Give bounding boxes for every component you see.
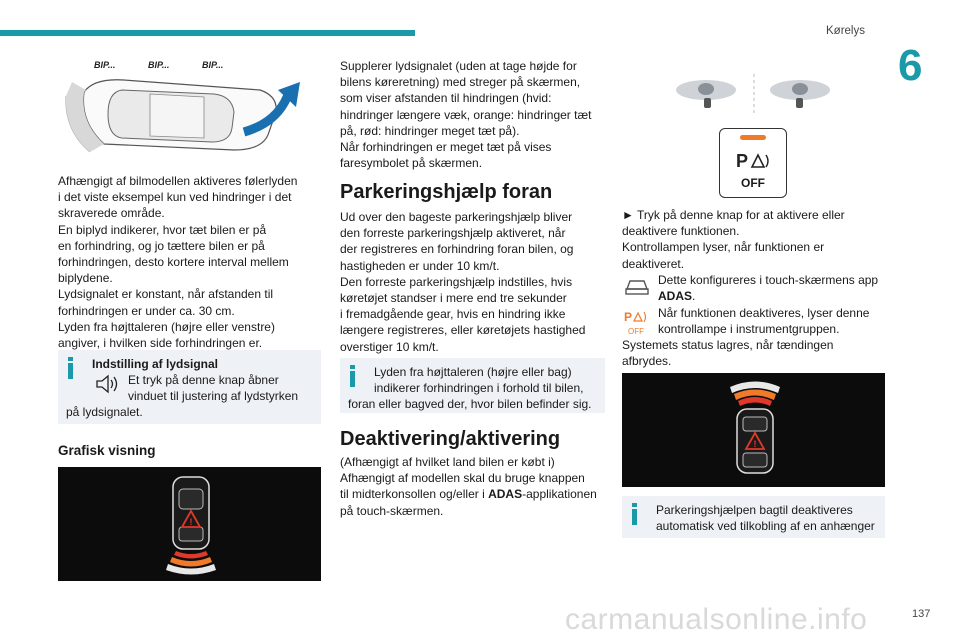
steering-wheel-icon (698, 83, 714, 95)
svg-text:OFF: OFF (628, 327, 644, 336)
text-line: Ud over den bageste parkeringshjælp bliver (340, 210, 573, 224)
info-icon (350, 365, 355, 387)
text-line: faresymbolet på skærmen. (340, 156, 483, 171)
text-line: Lyden fra højttaleren (højre eller venstre) (58, 319, 275, 334)
info-note-sound-setting (58, 350, 321, 424)
chapter-title: Kørelys (826, 25, 865, 37)
text-line: overstiger 10 km/t. (340, 339, 439, 354)
text-line: hindringer længere væk, orange: hindringer tæt (340, 107, 592, 122)
text-line: længere registreres, eller køretøjets hastighed (340, 323, 586, 338)
info-icon (68, 357, 73, 379)
text-line: forhindringen, desto kortere interval mellem (58, 255, 289, 270)
text-line: der registreres en forhindring foran bilen, og (340, 242, 574, 257)
front-display-image (622, 373, 885, 487)
text-line: Systemets status lagres, når tændingen (622, 338, 834, 352)
text-line: hastigheden er under 10 km/t. (340, 258, 500, 273)
rear-sensor-illustration (64, 52, 314, 160)
text-line: Dette konfigureres i touch-skærmens app (658, 273, 879, 287)
indicator-led (740, 135, 766, 140)
svg-text:P: P (624, 310, 633, 324)
note-line: Et tryk på denne knap åbner (128, 373, 279, 387)
section-title-graphic: Grafisk visning (58, 443, 156, 458)
text-line: i fremadgående gear, hvis en hindring ikke (340, 307, 566, 322)
text-line: ADAS. (658, 289, 696, 304)
graphic-description (340, 58, 605, 171)
rear-display-image (58, 467, 321, 581)
chapter-number: 6 (898, 41, 923, 90)
beep-label: BIP... (148, 60, 170, 70)
text-line: En biplyd indikerer, hvor tæt bilen er på (58, 222, 267, 237)
text-line: en forhindring, og jo tættere bilen er på (58, 238, 265, 253)
note-line: automatisk ved tilkobling af en anhænger (656, 519, 875, 533)
parking-sensor-off-icon (622, 307, 654, 337)
watermark: carmanualsonline.info (565, 603, 868, 636)
text-line: Den forreste parkeringshjælp indstilles, hvis (340, 274, 573, 289)
console-illustration (674, 72, 834, 114)
heading-front-parking: Parkeringshjælp foran (340, 181, 553, 203)
text-line: køretøjet standser i mere end tre sekunder (340, 291, 567, 306)
text-line: Når funktionen deaktiveres, lyser denne (658, 306, 870, 320)
text-line: på, rød: hindringer meget tæt på). (340, 123, 520, 138)
text-line: angiver, i hvilken side forhindringen er. (58, 336, 263, 351)
park-assist-off-button[interactable] (719, 128, 787, 198)
car-top-view-front (622, 373, 885, 487)
button-off-label: OFF (741, 176, 765, 190)
note-line: indikerer forhindringen i forhold til bilen, (374, 381, 584, 395)
sensor-description (58, 173, 321, 351)
heading-deactivation: Deaktivering/aktivering (340, 428, 561, 450)
svg-text:!: ! (189, 517, 193, 527)
note-line: Parkeringshjælpen bagtil deaktiveres (656, 503, 853, 517)
info-note-trailer (622, 496, 885, 538)
text-line: bilens køreretning) med streger på skærmen, (340, 75, 581, 90)
button-instructions (622, 207, 887, 272)
text-line: skraverede område. (58, 206, 165, 221)
car-top-view-rear (58, 467, 321, 581)
parking-sensor-off-icon (734, 149, 774, 173)
text-line: Når forhindringen er meget tæt på vises (340, 140, 552, 155)
text-line: deaktivere funktionen. (622, 224, 740, 239)
steering-wheel-icon (792, 83, 808, 95)
deactivation-description (340, 454, 605, 519)
text-line: Supplerer lydsignalet (uden at tage højde for (340, 59, 577, 73)
front-parking-description (340, 209, 605, 355)
adas-row (622, 272, 887, 304)
text-line: biplydene. (58, 271, 113, 286)
text-line: forhindringen er under ca. 30 cm. (58, 303, 235, 318)
speaker-icon (94, 373, 122, 395)
info-note-speaker (340, 358, 605, 413)
text-line: Lydsignalet er konstant, når afstanden til (58, 287, 274, 302)
text-line: afbrydes. (622, 354, 672, 369)
text-line: Afhængigt af modellen skal du bruge knappen (340, 471, 585, 486)
beep-label: BIP... (94, 60, 116, 70)
text-line: Afhængigt af bilmodellen aktiveres følerlyden (58, 174, 298, 188)
text-line: til midterkonsollen og/eller i ADAS-applikationen (340, 487, 597, 502)
note-line: på lydsignalet. (66, 405, 143, 419)
note-line: vinduet til justering af lydstyrken (128, 389, 299, 403)
note-title: Indstilling af lydsignal (92, 357, 219, 371)
note-line: foran eller bagved der, hvor bilen befinder sig. (348, 397, 592, 411)
note-line: Lyden fra højttaleren (højre eller bag) (374, 365, 572, 379)
text-line: ► Tryk på denne knap for at aktivere eller (622, 208, 845, 222)
text-line: kontrollampe i instrumentgruppen. (658, 322, 840, 337)
car-icon (624, 276, 650, 298)
lamp-row (622, 305, 887, 337)
text-line: deaktiveret. (622, 256, 685, 271)
text-line: på touch-skærmen. (340, 503, 444, 518)
text-line: i det viste eksempel kun ved hindringer i det (58, 190, 292, 205)
info-icon (632, 503, 637, 525)
status-text (622, 337, 887, 369)
header-accent-bar (0, 30, 415, 36)
svg-text:!: ! (753, 439, 757, 449)
text-line: den forreste parkeringshjælp aktiveret, når (340, 226, 566, 241)
text-line: som viser afstanden til hindringen (hvid: (340, 91, 552, 106)
text-line: Kontrollampen lyser, når funktionen er (622, 240, 825, 255)
beep-label: BIP... (202, 60, 224, 70)
svg-text:P: P (736, 151, 749, 171)
page-number: 137 (912, 608, 931, 620)
text-line: (Afhængigt af hvilket land bilen er købt i) (340, 455, 555, 469)
